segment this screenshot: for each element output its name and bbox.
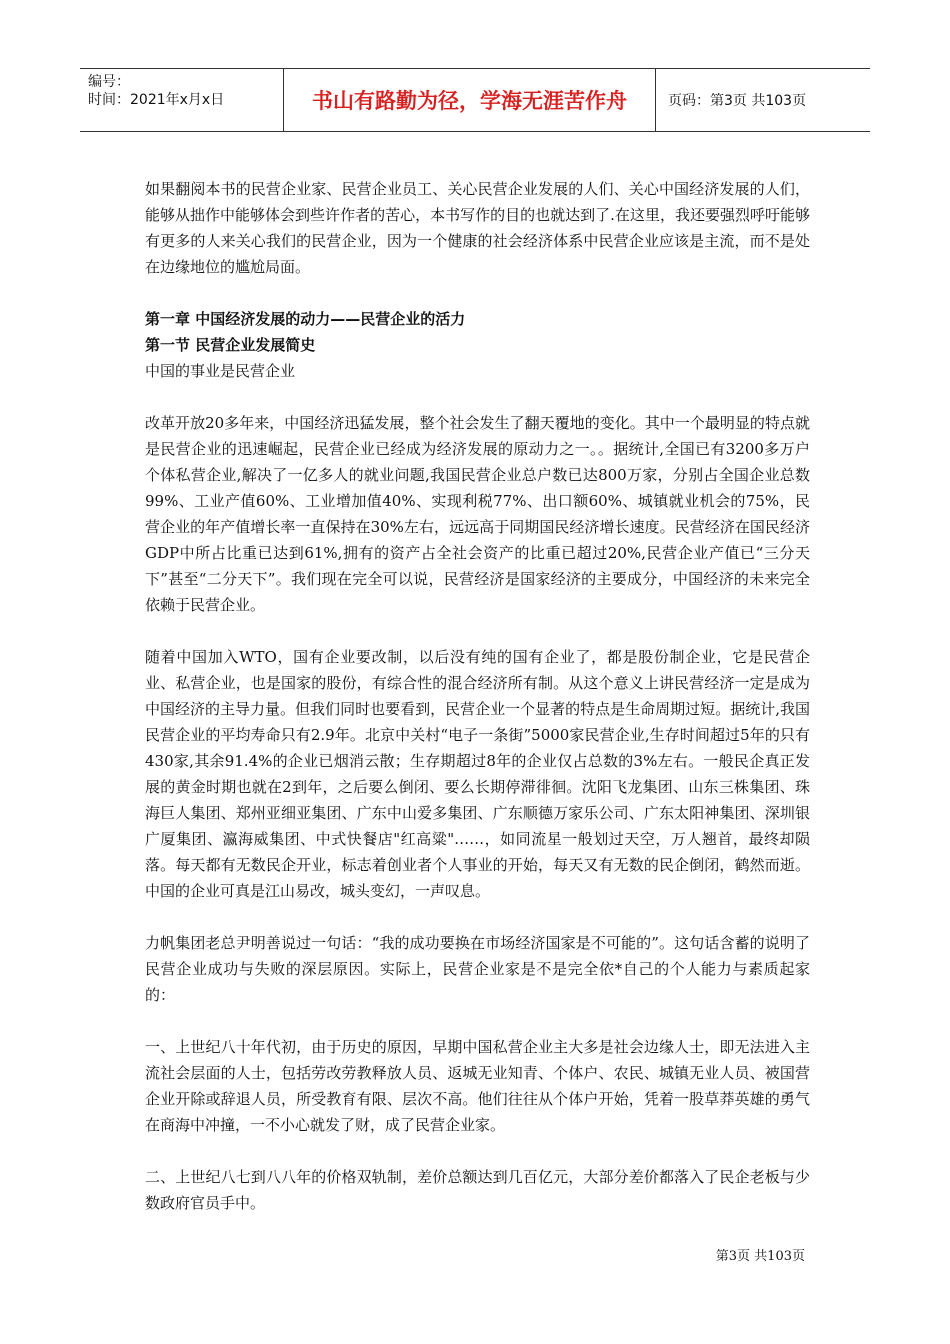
header-motto: 书山有路勤为径，学海无涯苦作舟 xyxy=(284,69,656,131)
page-footer: 第3页 共103页 xyxy=(715,1249,805,1264)
header-meta xyxy=(80,69,284,131)
page-header xyxy=(80,68,870,132)
paragraph-5: 二、上世纪八七到八八年的价格双轨制，差价总额达到几百亿元，大部分差价都落入了民企老板与少数政府官员手中。 xyxy=(145,1168,810,1212)
paragraph-2: 随着中国加入WTO，国有企业要改制，以后没有纯的国有企业了，都是股份制企业，它是民营企业、私营企业，也是国家的股份，有综合性的混合经济所有制。从这个意义上讲民营经济一定是成为中国经济的主导力量。但我们同时也要看到，民营企业一个显著的特点是生命周期过短。据统计,我国民营企业的平均寿命只有2.9年。北京中关村“电子一条街”5000家民营企业,生存时间超过5年的只有430家,其余91.4%的企业已烟消云散；生存期超过8年的企业仅占总数的3%左右。一般民企真正发展的黄金时期也就在2到年，之后要么倒闭、要么长期停滞徘徊。沈阳飞龙集团、山东三株集团、珠海巨人集团、郑州亚细亚集团、广东中山爱多集团、广东顺德万家乐公司、广东太阳神集团、深圳银广厦集团、瀛海威集团、中式快餐店"红高粱"……，如同流星一般划过天空，万人翘首，最终却陨落。每天都有无数民企开业，标志着创业者个人事业的开始，每天又有无数的民企倒闭，鹤然而逝。中国的企业可真是江山易改，城头变幻，一声叹息。 xyxy=(145,648,810,900)
paragraph-3: 力帆集团老总尹明善说过一句话：“我的成功要换在市场经济国家是不可能的”。这句话含蓄的说明了民营企业成功与失败的深层原因。实际上，民营企业家是不是完全依*自己的个人能力与素质起家的： xyxy=(145,934,810,1004)
subtitle: 中国的事业是民营企业 xyxy=(145,362,296,380)
document-body xyxy=(145,176,810,1216)
chapter-title: 第一章 中国经济发展的动力——民营企业的活力 xyxy=(145,310,466,328)
paragraph-4: 一、上世纪八十年代初，由于历史的原因，早期中国私营企业主大多是社会边缘人士，即无法进入主流社会层面的人士，包括劳改劳教释放人员、返城无业知青、个体户、农民、城镇无业人员、被国营企业开除或辞退人员，所受教育有限、层次不高。他们往往从个体户开始，凭着一股草莽英雄的勇气在商海中冲撞，一不小心就发了财，成了民营企业家。 xyxy=(145,1038,810,1134)
paragraph-1: 改革开放20多年来，中国经济迅猛发展，整个社会发生了翻天覆地的变化。其中一个最明显的特点就是民营企业的迅速崛起，民营企业已经成为经济发展的原动力之一。。据统计,全国已有3200多万户个体私营企业,解决了一亿多人的就业问题,我国民营企业总户数已达800万家，分别占全国企业总数99%、工业产值60%、工业增加值40%、实现利税77%、出口额60%、城镇就业机会的75%，民营企业的年产值增长率一直保持在30%左右，远远高于同期国民经济增长速度。民营经济在国民经济GDP中所占比重已达到61%,拥有的资产占全社会资产的比重已超过20%,民营企业产值已“三分天下”甚至“二分天下”。我们现在完全可以说，民营经济是国家经济的主要成分，中国经济的未来完全依赖于民营企业。 xyxy=(145,414,810,614)
time-label: 时间：2021年x月x日 xyxy=(88,92,225,108)
number-label: 编号： xyxy=(88,74,130,90)
section-title: 第一节 民营企业发展简史 xyxy=(145,336,316,354)
header-page-info: 页码：第3页 共103页 xyxy=(668,93,807,109)
intro-paragraph: 如果翻阅本书的民营企业家、民营企业员工、关心民营企业发展的人们、关心中国经济发展的人们，能够从拙作中能够体会到些许作者的苦心，本书写作的目的也就达到了.在这里，我还要强烈呼吁能够有更多的人来关心我们的民营企业，因为一个健康的社会经济体系中民营企业应该是主流，而不是处在边缘地位的尴尬局面。 xyxy=(145,180,810,276)
